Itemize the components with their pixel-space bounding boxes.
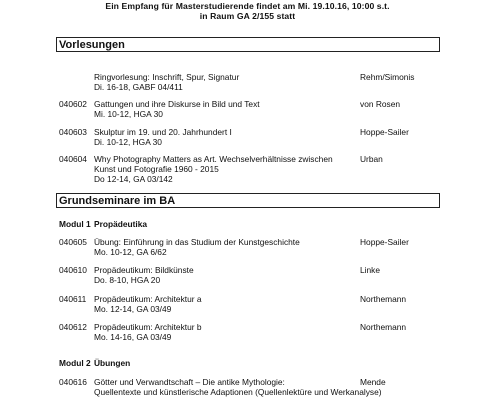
- course-lecturer: Rehm/Simonis: [360, 72, 415, 82]
- module-label: Modul 1: [59, 219, 91, 229]
- course-title: Propädeutikum: Architektur b: [94, 322, 202, 332]
- course-number: 040605: [59, 237, 87, 247]
- course-lecturer: Hoppe-Sailer: [360, 237, 409, 247]
- course-schedule: Di. 16-18, GABF 04/411: [94, 82, 183, 92]
- course-schedule: Mi. 10-12, HGA 30: [94, 109, 163, 119]
- course-schedule: Do. 8-10, HGA 20: [94, 275, 161, 285]
- course-number: 040616: [59, 377, 87, 387]
- course-number: 040602: [59, 99, 87, 109]
- course-schedule: Mo. 14-16, GA 03/49: [94, 332, 172, 342]
- course-title: Götter und Verwandtschaft – Die antike Mythologie:: [94, 377, 285, 387]
- course-title: Propädeutikum: Architektur a: [94, 294, 202, 304]
- course-number: 040612: [59, 322, 87, 332]
- course-schedule: Mo. 12-14, GA 03/49: [94, 304, 172, 314]
- course-lecturer: Northemann: [360, 322, 407, 332]
- course-schedule: Do 12-14, GA 03/142: [94, 174, 173, 184]
- module-heading: [59, 219, 148, 229]
- course-lecturer: Northemann: [360, 294, 407, 304]
- course-lecturer: Linke: [360, 265, 381, 275]
- course-title: Skulptur im 19. und 20. Jahrhundert I: [94, 127, 232, 137]
- announcement-line-2: in Raum GA 2/155 statt: [199, 11, 296, 21]
- course-title: Gattungen und ihre Diskurse in Bild und Text: [94, 99, 260, 109]
- section-heading-vorlesungen: [56, 37, 440, 52]
- course-lecturer: Hoppe-Sailer: [360, 127, 409, 137]
- course-number: 040603: [59, 127, 87, 137]
- section-heading-grundseminare: [56, 193, 440, 208]
- course-lecturer: von Rosen: [360, 99, 401, 109]
- course-schedule: Di. 10-12, HGA 30: [94, 137, 162, 147]
- course-title: Ringvorlesung: Inschrift, Spur, Signatur: [94, 72, 240, 82]
- course-lecturer: Mende: [360, 377, 386, 387]
- course-number: 040604: [59, 154, 87, 164]
- course-title: Why Photography Matters as Art. Wechselverhältnisse zwischen: [94, 154, 333, 164]
- module-title: Übungen: [94, 358, 131, 368]
- course-title: Propädeutikum: Bildkünste: [94, 265, 194, 275]
- course-lecturer: Urban: [360, 154, 383, 164]
- course-title: Übung: Einführung in das Studium der Kunstgeschichte: [94, 237, 300, 247]
- announcement-line-1: Ein Empfang für Masterstudierende findet am Mi. 19.10.16, 10:00 s.t.: [105, 1, 390, 11]
- module-heading: [59, 358, 131, 368]
- section-title: Grundseminare im BA: [59, 194, 176, 207]
- course-title-continuation: Kunst und Fotografie 1960 - 2015: [94, 164, 219, 174]
- course-number: 040610: [59, 265, 87, 275]
- course-schedule: Mo. 10-12, GA 6/62: [94, 247, 167, 257]
- course-schedule: Quellentexte und künstlerische Adaptionen (Quellenlektüre und Werkanalyse): [94, 387, 382, 397]
- module-label: Modul 2: [59, 358, 91, 368]
- course-number: 040611: [59, 294, 87, 304]
- module-title: Propädeutika: [94, 219, 148, 229]
- section-title: Vorlesungen: [59, 38, 125, 51]
